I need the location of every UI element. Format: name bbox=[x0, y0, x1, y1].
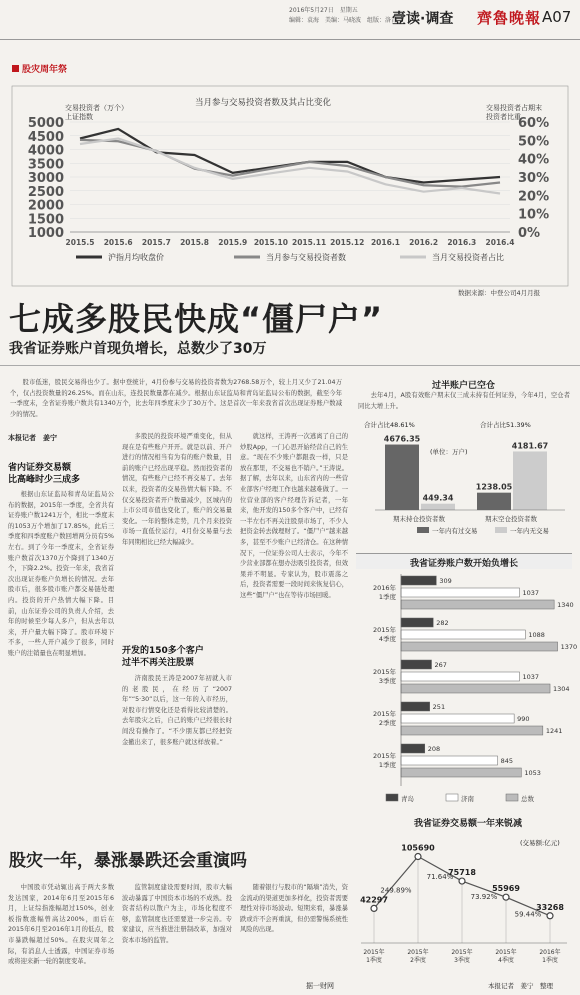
quarter-label: 4季度 bbox=[498, 957, 514, 964]
box3-chart bbox=[356, 838, 572, 978]
subheadline: 我省证券账户首现负增长，总数少了30万 bbox=[9, 341, 267, 357]
bar bbox=[421, 504, 455, 510]
bar-value: 1304 bbox=[553, 685, 570, 693]
bar-value: 267 bbox=[434, 661, 447, 669]
bottom-col1: 中国股市凭动辄出高于两大多数发达国家，2014年6月至2015年6月，上证综指涨幅超过150%，创业板指数涨幅曾高达200%，而后在2015年6月至2016年1月的低点，股市暴跌幅超过50%。在股灾周年之际，有消息人士透露，中国证券市场或将迎来新一轮的制度变革。 bbox=[8, 884, 114, 966]
bar-value: 251 bbox=[432, 703, 446, 711]
data-source: 数据来源：中登公司4月月报 bbox=[458, 289, 541, 297]
column1-subtitle: 省内证券交易额 比高峰时少三成多 bbox=[8, 463, 81, 485]
bar bbox=[401, 618, 433, 627]
headline-2: 股灾一年，暴涨暴跌还会重演吗 bbox=[9, 851, 247, 871]
bar-value: 449.34 bbox=[422, 493, 454, 503]
quarter-label: 2015年 bbox=[372, 668, 396, 676]
left-axis-title: 交易投资者（万个） 上证指数 bbox=[65, 104, 128, 121]
bar bbox=[401, 726, 543, 735]
quarter-label: 2015年 bbox=[495, 949, 517, 956]
box1-title: 过半账户已空仓 bbox=[432, 381, 496, 391]
bar-value: 208 bbox=[427, 745, 441, 753]
bar bbox=[401, 756, 498, 765]
column3-text: 就这样，王涛再一次逃离了自己的炒股App，一门心思开始经营自己的生意。“现在不少账户都跟我一样，只是放在那里，不交易也不销户。”王涛说。据了解，去年以来，山东省内的一些营业部客户经理工作也越来越难做了。一位营业部的客户经理告诉记者，一年来，他开发的150多个客户中，已经有一半左右不再关注股票市场了，不少人把资金转去做理财了。“僵尸户”越来越多，甚至不少账户已经清仓。在这种情况下，一位证券公司人士表示，今年不少营业部都在想办法吸引投资者，但效果并不明显。专家认为，股市震荡之后，投资者需要一段时间来恢复信心，这些“僵尸户”也在等待市场回暖。 bbox=[240, 433, 348, 599]
value-label: 33268 bbox=[536, 902, 564, 912]
column1-text: 根据山东证监局和青岛证监局公布的数据，2015年一季度，全省共有证券账户数1241万个，相比一季度末的1053万个增加了17.85%，此后三季度和四季度账户数回增两分员有5%左右。到了今年一季度末，全省证券账户数首次1370万个降到了1340万个，下降2.2%。投资一年来，我省首次出现证券账户负增长的情况。去年股市后，很多股市账户都交易链处理内。投资的开户热情大幅下降。目前，山东证券公司的负责人介绍，去年的时候至少每人多户，但从去年以来，开户量大幅下降了。股市环境下不多，一些人开户减少了很多，同时账户的注销量也在明显增加。 bbox=[8, 491, 114, 657]
box1-unit: (单位：万户) bbox=[430, 448, 468, 456]
x-tick-label: 2016.1 bbox=[370, 238, 400, 247]
box1-pct-right: 合计占比51.39% bbox=[480, 421, 531, 429]
bar-value: 4181.67 bbox=[511, 441, 549, 451]
x-tick-label: 2015.7 bbox=[141, 238, 171, 247]
box3-unit: (交易额:亿元) bbox=[520, 839, 560, 847]
box3-title: 我省证券交易额一年来锐减 bbox=[414, 819, 523, 829]
bar-value: 1340 bbox=[557, 601, 574, 609]
pct-label: 73.92% bbox=[470, 893, 498, 902]
column2-subtitle: 开发的150多个客户 过半不再关注股票 bbox=[122, 646, 204, 668]
bar-value: 1088 bbox=[528, 631, 545, 639]
bar bbox=[401, 672, 520, 681]
bottom-col2: 监管制度建设需要时间，股市大幅波动暴露了中国资本市场的不成熟。投资者结构以散户为主，市场化程度不够，监管制度也还需要进一步完善。专家建议，应当推进注册制改革，加强对资本市场的监管。 bbox=[122, 884, 232, 944]
box1-chart bbox=[355, 415, 573, 550]
legend-swatch bbox=[506, 794, 518, 801]
bar bbox=[401, 630, 525, 639]
bar bbox=[513, 451, 547, 510]
category-label: 期末空仓投资者数 bbox=[485, 515, 537, 523]
y-tick-label: 2500 bbox=[27, 184, 64, 200]
box1-pct-left: 合计占比48.61% bbox=[364, 421, 415, 429]
quarter-label: 2季度 bbox=[410, 957, 426, 964]
bar bbox=[401, 768, 521, 777]
category-label: 期末持仓投资者数 bbox=[393, 515, 445, 523]
editors-line: 编辑：袁海 美编：马晓波 组版：洛青 bbox=[289, 17, 398, 24]
legend-label: 一年内有过交易 bbox=[432, 527, 478, 535]
y-tick-label: 4500 bbox=[27, 129, 64, 145]
y-tick-label: 1000 bbox=[27, 226, 64, 241]
data-point bbox=[503, 894, 509, 900]
y2-tick-label: 20% bbox=[518, 189, 550, 205]
x-tick-label: 2015.6 bbox=[103, 238, 133, 247]
top-chart-title: 当月参与交易投资者数及其占比变化 bbox=[195, 98, 332, 108]
pct-label: 249.89% bbox=[380, 886, 412, 895]
quarter-label: 2015年 bbox=[407, 949, 429, 956]
x-tick-label: 2015.5 bbox=[65, 238, 95, 247]
bar bbox=[401, 714, 514, 723]
bar-value: 990 bbox=[517, 715, 530, 723]
box2-chart bbox=[356, 572, 578, 812]
bottom-col3: 随着银行与股市的“隔墙”消失，资金流动的渠道更加多样化，投资者需要理性对待市场波动。短期来看，暴涨暴跌或许不会再重演，但仍需警惕系统性风险的出现。 bbox=[240, 884, 348, 934]
legend-label: 当月参与交易投资者数 bbox=[266, 253, 346, 262]
bar bbox=[477, 493, 511, 510]
y2-tick-label: 40% bbox=[518, 152, 550, 168]
y-tick-label: 5000 bbox=[27, 116, 64, 131]
legend-label: 一年内无交易 bbox=[510, 527, 549, 535]
legend-label: 济南 bbox=[461, 795, 474, 803]
x-tick-label: 2015.9 bbox=[218, 238, 248, 247]
horizontal-bar-chart bbox=[356, 572, 578, 812]
quarter-label: 4季度 bbox=[378, 635, 396, 643]
x-tick-label: 2015.12 bbox=[330, 238, 365, 247]
y-tick-label: 2000 bbox=[27, 198, 64, 214]
y-tick-label: 1500 bbox=[27, 212, 64, 228]
legend-swatch bbox=[495, 527, 507, 533]
quarter-label: 2季度 bbox=[378, 719, 396, 727]
quarter-label: 3季度 bbox=[378, 677, 396, 685]
legend-label: 总数 bbox=[521, 795, 534, 803]
bar bbox=[401, 600, 554, 609]
quarter-label: 2015年 bbox=[372, 710, 396, 718]
bar bbox=[401, 702, 430, 711]
y2-tick-label: 60% bbox=[518, 116, 550, 131]
value-label: 55969 bbox=[492, 884, 520, 894]
square-icon bbox=[12, 65, 19, 72]
data-point bbox=[547, 913, 553, 919]
column2-text-a: 多股民的投资环境严重变化，但从现在是有些账户开开。就是以前、开户进行的情况相当有为有的账户数量，目前的账户已经出现平稳。然而投资者的情况，有些账户已经不再交易了。去年以来，投资者的交易热情大幅下降。不仅交易投资者开户数量减少，区城内的上市公司市值也变化了，账户的交易量变化。一年的整体走势，几个月来投资市场一直低位运行，4月份交易量与去年同期相比已经大幅减少。 bbox=[122, 433, 232, 546]
x-tick-label: 2015.10 bbox=[253, 238, 288, 247]
bar bbox=[401, 642, 558, 651]
pct-label: 71.64% bbox=[426, 872, 454, 881]
bar bbox=[401, 660, 432, 669]
legend-swatch bbox=[386, 794, 398, 801]
quarter-label: 2016年 bbox=[539, 949, 561, 956]
value-label: 42297 bbox=[360, 895, 388, 905]
legend-label: 青岛 bbox=[401, 795, 414, 803]
quarter-label: 3季度 bbox=[454, 957, 470, 964]
quarter-label: 1季度 bbox=[542, 957, 558, 964]
quarter-label: 2016年 bbox=[372, 584, 396, 592]
newspaper-logo: 齊魯晚報 bbox=[477, 9, 542, 27]
x-tick-label: 2016.3 bbox=[447, 238, 477, 247]
x-tick-label: 2016.4 bbox=[485, 238, 515, 247]
x-tick-label: 2015.11 bbox=[292, 238, 327, 247]
value-label: 105690 bbox=[401, 843, 435, 853]
legend-swatch bbox=[417, 527, 429, 533]
legend-swatch bbox=[446, 794, 458, 801]
line-chart-trade bbox=[356, 838, 572, 978]
bar bbox=[401, 744, 425, 753]
pct-label: 59.44% bbox=[514, 910, 542, 919]
bottom-source: 据一财网 bbox=[306, 982, 334, 990]
page-header bbox=[0, 0, 580, 40]
section-title: 壹读·调查 bbox=[392, 11, 454, 27]
quarter-label: 2015年 bbox=[372, 752, 396, 760]
y2-tick-label: 50% bbox=[518, 134, 550, 150]
legend-label: 当月交易投资者占比 bbox=[432, 253, 504, 262]
bar-value: 309 bbox=[439, 577, 452, 585]
quarter-label: 2015年 bbox=[372, 626, 396, 634]
byline: 本报记者 姜宁 bbox=[8, 434, 57, 442]
box1-intro: 去年4月，A股有效账户期末仅三成未持有任何证券，今年4月，空仓者同比大增上升。 bbox=[358, 392, 570, 410]
right-axis-title: 交易投资者占期末 投资者比重 bbox=[486, 104, 542, 121]
bar-value: 845 bbox=[500, 757, 513, 765]
column2-text-b: 济南股民王涛是2007年初就入市的老股民，在经历了“2007年”“5·30”以后，这一年的入市经历，对股市行情变化还是看得比较清楚的。去年股灾之后，自己的账户已经很长时间没有操作了。“不少朋友都已经把资金撤出来了，很多账户就这样放着。” bbox=[122, 675, 232, 746]
lead-paragraph: 股市低迷，股民交易得也少了。据中登统计，4月份参与交易的投资者数为2768.58万个，较上月又少了21.04万个，仅占投资数量的26.25%。而在山东，连投民数量都在减少。根据山东证监局和青岛证监局公布的数据，截至今年一季度末，全省证券账户数共有1340万个，比去年四季度末少了30万个。这是首次一年来我省首次出现证券账户数减少的情况。 bbox=[10, 379, 342, 418]
bar-value: 1053 bbox=[524, 769, 541, 777]
x-tick-label: 2016.2 bbox=[409, 238, 439, 247]
quarter-label: 1季度 bbox=[378, 593, 396, 601]
headline: 七成多股民快成“僵尸户” bbox=[9, 300, 384, 338]
bar bbox=[385, 445, 419, 510]
data-point bbox=[371, 905, 377, 911]
topic-tag: 股灾周年祭 bbox=[12, 62, 67, 75]
quarter-label: 1季度 bbox=[366, 957, 382, 964]
y2-tick-label: 0% bbox=[518, 226, 541, 241]
bar bbox=[401, 576, 436, 585]
y-tick-label: 3500 bbox=[27, 157, 64, 173]
data-point bbox=[415, 854, 421, 860]
y-tick-label: 4000 bbox=[27, 143, 64, 159]
y-tick-label: 3000 bbox=[27, 171, 64, 186]
bar-value: 1037 bbox=[522, 589, 540, 597]
bar bbox=[401, 588, 520, 597]
box2-title: 我省证券账户数开始负增长 bbox=[410, 559, 519, 569]
y2-tick-label: 30% bbox=[518, 171, 550, 186]
issue-date: 2016年5月27日 星期五 bbox=[289, 7, 358, 14]
value-label: 75718 bbox=[448, 868, 476, 878]
headline-rule bbox=[0, 365, 580, 366]
box3-credit: 本报记者 姜宁 整理 bbox=[488, 982, 553, 990]
bar-value: 1370 bbox=[560, 643, 578, 651]
page-number: A07 bbox=[542, 8, 572, 26]
series-line-0 bbox=[80, 129, 500, 183]
bar bbox=[401, 684, 550, 693]
bar-chart bbox=[355, 415, 573, 550]
quarter-label: 2015年 bbox=[451, 949, 473, 956]
bar-value: 1241 bbox=[545, 727, 563, 735]
quarter-label: 2015年 bbox=[363, 949, 385, 956]
quarter-label: 1季度 bbox=[378, 761, 396, 769]
bar-value: 1238.05 bbox=[475, 482, 513, 492]
y2-tick-label: 10% bbox=[518, 207, 550, 223]
bar-value: 4676.35 bbox=[383, 434, 421, 444]
legend-label: 沪指月均收盘价 bbox=[108, 253, 164, 262]
data-point bbox=[459, 878, 465, 884]
x-tick-label: 2015.8 bbox=[180, 238, 210, 247]
bar-value: 282 bbox=[436, 619, 449, 627]
bar-value: 1037 bbox=[522, 673, 540, 681]
